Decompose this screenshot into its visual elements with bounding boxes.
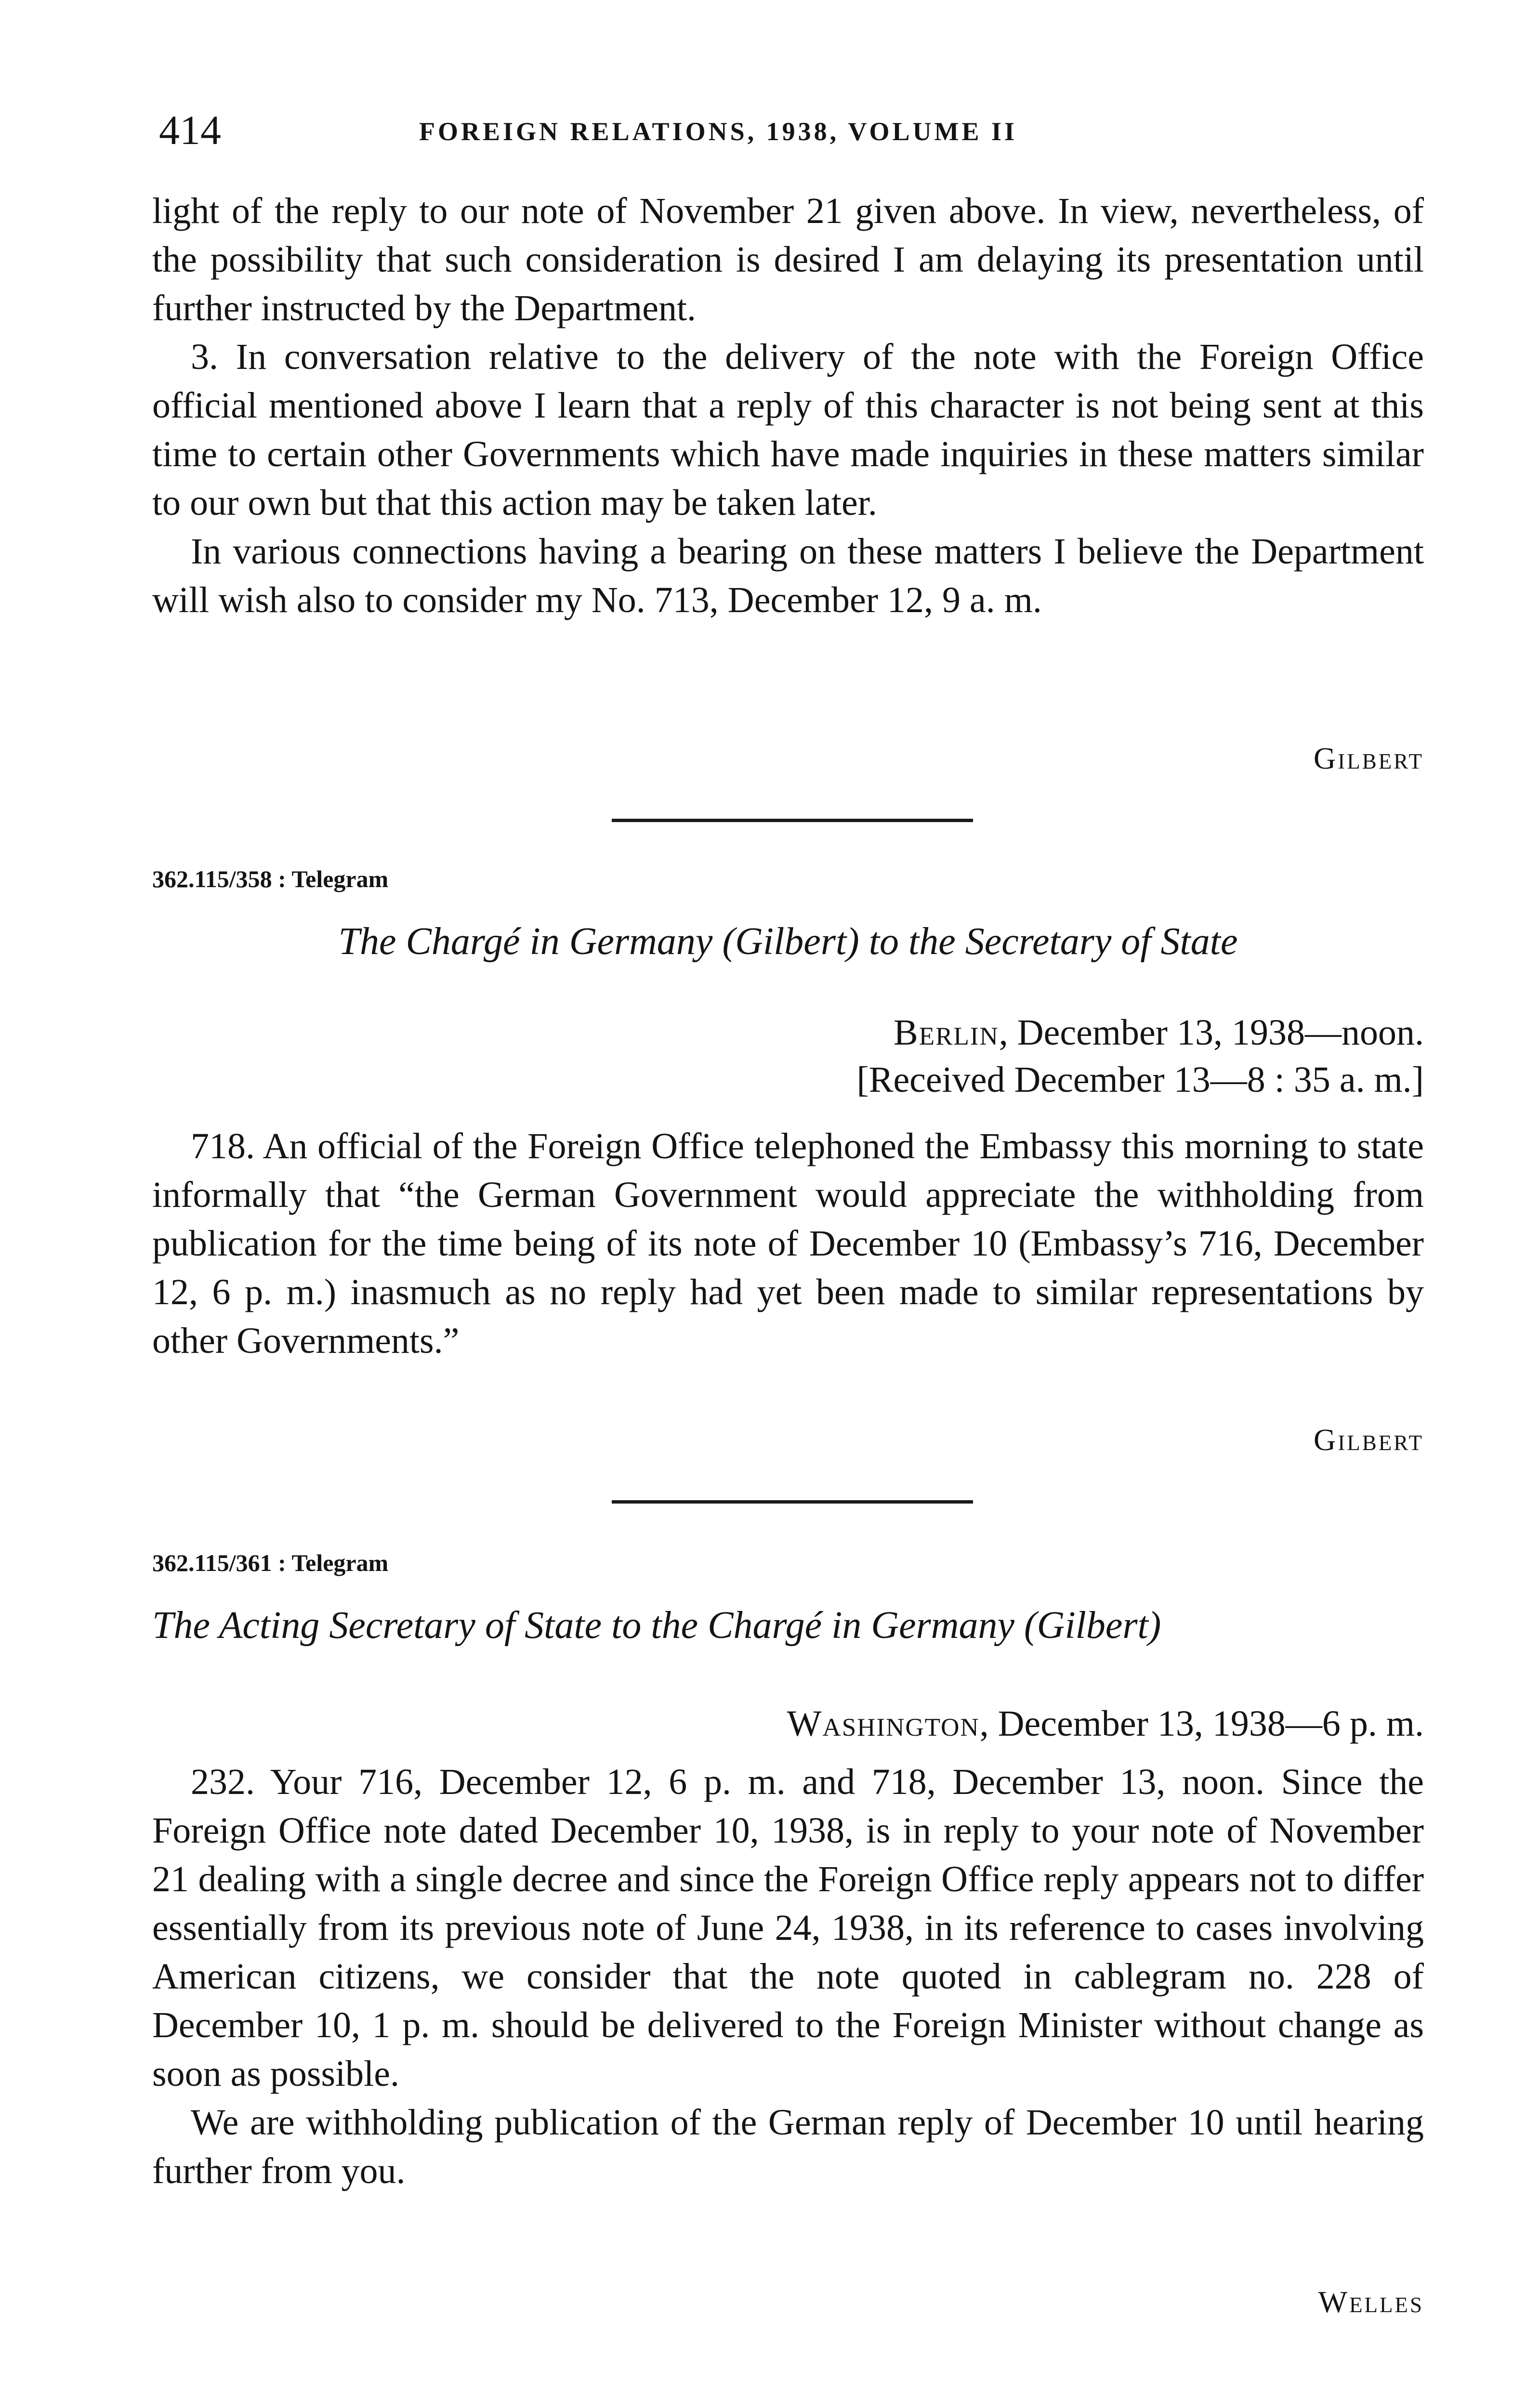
continuation-text (152, 187, 1424, 625)
dateline-place-date (787, 1700, 1424, 1747)
telegram-232-text (152, 1758, 1424, 2196)
telegram-232-paragraph-2: We are withholding publication of the German reply of December 10 until hearing further from you. (152, 2102, 1424, 2191)
telegram-718-body: 718. An official of the Foreign Office telephoned the Embassy this morning to state informally that “the German Government would appreciate the withholding from publication for the time being of its note of December 10 (Embassy’s 716, December 12, 6 p. m.) inasmuch as no reply had yet been made to similar representations by other Governments.” (152, 1126, 1424, 1361)
dateline-358 (856, 1009, 1424, 1103)
dateline-place-date (856, 1009, 1424, 1056)
continuation-paragraph-3: In various connections having a bearing on these matters I believe the Department will wish also to consider my No. 713, December 12, 9 a. m. (152, 531, 1424, 620)
dateline-date: , December 13, 1938—noon. (999, 1012, 1424, 1053)
page-number: 414 (159, 107, 221, 153)
telegram-232-paragraph-1: 232. Your 716, December 12, 6 p. m. and 718, December 13, noon. Since the Foreign Office note dated December 10, 1938, is in reply to your note of November 21 dealing with a single decree and since the Foreign Office reply appears not to differ essentially from its previous note of June 24, 1938, in its reference to cases involving American citizens, we consider that the note quoted in cablegram no. 228 of December 10, 1 p. m. should be delivered to the Foreign Minister without change as soon as possible. (152, 1762, 1424, 2094)
dateline-date: , December 13, 1938—6 p. m. (979, 1703, 1424, 1744)
dateline-361 (787, 1700, 1424, 1747)
signature-gilbert-1: Gilbert (1314, 741, 1424, 775)
dateline-place: Berlin (894, 1012, 999, 1053)
received-note: [Received December 13—8 : 35 a. m.] (856, 1060, 1424, 1100)
document-title-358: The Chargé in Germany (Gilbert) to the Secretary of State (338, 920, 1238, 963)
telegram-718-text (152, 1122, 1424, 1365)
section-divider (612, 1500, 973, 1504)
dateline-place: Washington (787, 1703, 980, 1744)
continuation-paragraph-1: light of the reply to our note of November 21 given above. In view, nevertheless, of the possibility that such consideration is desired I am delaying its presentation until further instructed by the Department. (152, 191, 1424, 328)
section-divider (612, 819, 973, 822)
page-header (159, 96, 1431, 159)
document-title-361: The Acting Secretary of State to the Chargé in Germany (Gilbert) (152, 1604, 1161, 1647)
file-reference-361: 362.115/361 : Telegram (152, 1549, 389, 1576)
running-head: FOREIGN RELATIONS, 1938, VOLUME II (419, 117, 1018, 146)
signature-gilbert-2: Gilbert (1314, 1423, 1424, 1457)
signature-welles: Welles (1318, 2285, 1424, 2319)
continuation-paragraph-2: 3. In conversation relative to the delivery of the note with the Foreign Office official mentioned above I learn that a reply of this character is not being sent at this time to certain other Governments which have made inquiries in these matters similar to our own but that this action may be taken later. (152, 337, 1424, 523)
file-reference-358: 362.115/358 : Telegram (152, 865, 389, 892)
